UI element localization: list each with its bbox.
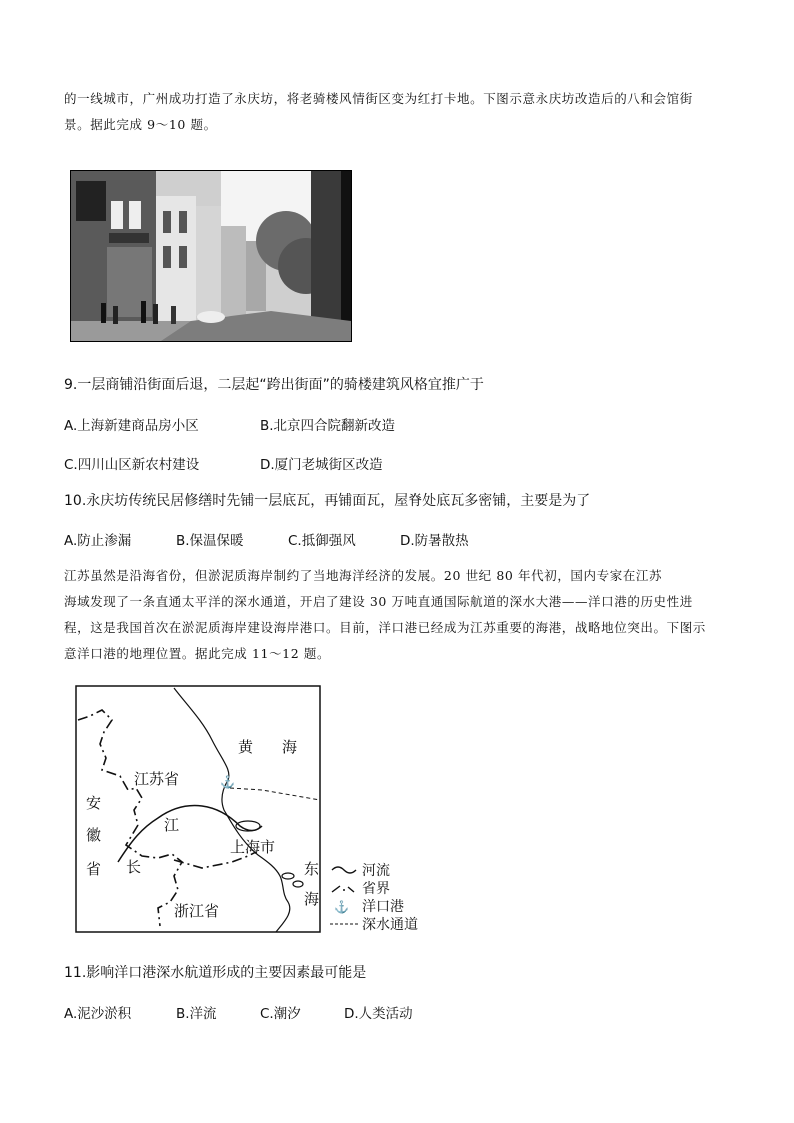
label-dong: 东 bbox=[304, 860, 320, 878]
passage-1-line-2: 景。据此完成 9～10 题。 bbox=[64, 117, 217, 132]
legend-port: 洋口港 bbox=[362, 899, 404, 915]
q11-option-d[interactable]: D.人类活动 bbox=[344, 1006, 413, 1022]
label-zhejiang: 浙江省 bbox=[174, 902, 220, 920]
q10-option-a[interactable]: A.防止渗漏 bbox=[64, 533, 132, 549]
label-huang: 黄 bbox=[238, 738, 254, 756]
passage-2-line-2: 海域发现了一条直通太平洋的深水通道，开启了建设 30 万吨直通国际航道的深水大港——洋口港的历史性进 bbox=[64, 594, 693, 609]
label-jiangsu: 江苏省 bbox=[134, 770, 180, 788]
question-10-stem: 10.永庆坊传统民居修缮时先铺一层底瓦，再铺面瓦，屋脊处底瓦多密铺，主要是为了 bbox=[64, 493, 591, 509]
passage-2-line-3: 程，这是我国首次在淤泥质海岸建设海岸港口。目前，洋口港已经成为江苏重要的海港，战略地位突出。下图示 bbox=[64, 620, 706, 635]
map-legend bbox=[330, 862, 418, 933]
passage-1 bbox=[64, 86, 732, 138]
q11-option-a[interactable]: A.泥沙淤积 bbox=[64, 1006, 132, 1022]
passage-2 bbox=[64, 563, 732, 667]
q10-option-d[interactable]: D.防暑散热 bbox=[400, 533, 469, 549]
question-11-stem: 11.影响洋口港深水航道形成的主要因素最可能是 bbox=[64, 965, 367, 981]
legend-river: 河流 bbox=[362, 863, 390, 879]
q11-option-c[interactable]: C.潮汐 bbox=[260, 1006, 301, 1022]
label-jiang: 江 bbox=[164, 816, 180, 834]
label-hai2: 海 bbox=[304, 890, 320, 908]
legend-province-border: 省界 bbox=[362, 881, 390, 897]
label-an: 安 bbox=[86, 794, 102, 812]
street-photo bbox=[70, 170, 352, 342]
legend-port-icon: ⚓ bbox=[334, 900, 349, 914]
question-9-stem: 9.一层商铺沿街面后退，二层起“跨出街面”的骑楼建筑风格宜推广于 bbox=[64, 377, 484, 393]
passage-2-line-4: 意洋口港的地理位置。据此完成 11～12 题。 bbox=[64, 646, 331, 661]
svg-text:⚓: ⚓ bbox=[220, 775, 235, 789]
passage-1-line-1: 的一线城市，广州成功打造了永庆坊，将老骑楼风情街区变为红打卡地。下图示意永庆坊改造后的八和会馆街 bbox=[64, 91, 693, 106]
q10-option-b[interactable]: B.保温保暖 bbox=[176, 533, 244, 549]
label-chang: 长 bbox=[126, 858, 142, 876]
q9-option-a[interactable]: A.上海新建商品房小区 bbox=[64, 418, 199, 434]
label-sheng: 省 bbox=[86, 860, 102, 878]
q11-option-b[interactable]: B.洋流 bbox=[176, 1006, 217, 1022]
label-shanghai: 上海市 bbox=[230, 838, 276, 856]
passage-2-line-1: 江苏虽然是沿海省份，但淤泥质海岸制约了当地海洋经济的发展。20 世纪 80 年代初，国内专家在江苏 bbox=[64, 568, 663, 583]
legend-channel: 深水通道 bbox=[362, 917, 418, 933]
label-hai: 海 bbox=[282, 738, 298, 756]
q10-option-c[interactable]: C.抵御强风 bbox=[288, 533, 356, 549]
yangkou-port-map bbox=[62, 680, 446, 942]
q9-option-b[interactable]: B.北京四合院翻新改造 bbox=[260, 418, 396, 434]
q9-option-c[interactable]: C.四川山区新农村建设 bbox=[64, 457, 200, 473]
q9-option-d[interactable]: D.厦门老城街区改造 bbox=[260, 457, 383, 473]
label-hui: 徽 bbox=[86, 826, 102, 844]
